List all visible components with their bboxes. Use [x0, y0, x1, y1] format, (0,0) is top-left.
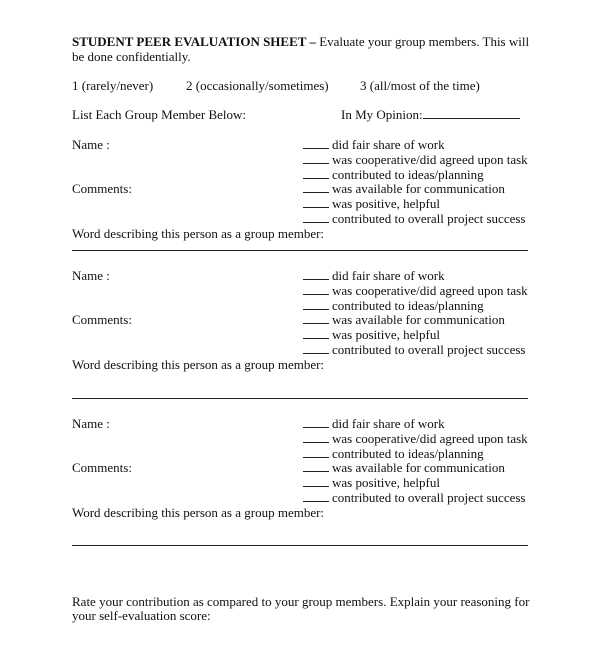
- score-blank[interactable]: [303, 476, 329, 487]
- comments-label: Comments:: [72, 312, 132, 327]
- criteria-item: [303, 283, 528, 298]
- self-eval-line2: your self-evaluation score:: [72, 608, 211, 623]
- word-label: Word describing this person as a group member:: [72, 357, 325, 372]
- criteria-label: contributed to ideas/planning: [332, 445, 484, 461]
- score-blank[interactable]: [303, 269, 329, 280]
- score-blank[interactable]: [303, 153, 329, 164]
- criteria-item: [303, 181, 505, 196]
- criteria-label: was available for communication: [332, 181, 505, 197]
- opinion-label: In My Opinion:: [341, 107, 423, 122]
- self-eval-line1: Rate your contribution as compared to your group members. Explain your reasoning for: [72, 594, 530, 609]
- score-blank[interactable]: [303, 417, 329, 428]
- criteria-item: [303, 475, 440, 490]
- criteria-item: [303, 312, 505, 327]
- criteria-label: did fair share of work: [332, 137, 445, 152]
- scale-2: 2 (occasionally/sometimes): [186, 78, 329, 93]
- score-blank[interactable]: [303, 299, 329, 310]
- criteria-label: was positive, helpful: [332, 327, 440, 343]
- score-blank[interactable]: [303, 313, 329, 324]
- score-blank[interactable]: [303, 491, 329, 502]
- name-label: Name :: [72, 416, 110, 431]
- criteria-item: [303, 298, 484, 313]
- score-blank[interactable]: [303, 447, 329, 458]
- criteria-label: was positive, helpful: [332, 196, 440, 212]
- opinion-blank[interactable]: [423, 108, 520, 119]
- criteria-label: contributed to overall project success: [332, 342, 526, 357]
- criteria-label: was cooperative/did agreed upon task: [332, 282, 528, 298]
- criteria-label: was cooperative/did agreed upon task: [332, 151, 528, 167]
- score-blank[interactable]: [303, 284, 329, 295]
- criteria-item: [303, 490, 526, 505]
- comments-label: Comments:: [72, 460, 132, 475]
- criteria-item: [303, 211, 526, 226]
- criteria-item: [303, 416, 445, 431]
- word-label: Word describing this person as a group member:: [72, 505, 325, 520]
- title-instructions: Evaluate your group members. This will: [315, 34, 530, 49]
- score-blank[interactable]: [303, 182, 329, 193]
- criteria-label: was cooperative/did agreed upon task: [332, 430, 528, 446]
- criteria-item: [303, 431, 528, 446]
- criteria-label: contributed to overall project success: [332, 211, 526, 226]
- title-bold: STUDENT PEER EVALUATION SHEET –: [72, 34, 316, 49]
- criteria-label: contributed to ideas/planning: [332, 297, 484, 313]
- score-blank[interactable]: [303, 168, 329, 179]
- word-label: Word describing this person as a group member:: [72, 226, 325, 241]
- page-title: [72, 34, 529, 49]
- criteria-item: [303, 152, 528, 167]
- score-blank[interactable]: [303, 197, 329, 208]
- comments-label: Comments:: [72, 181, 132, 196]
- name-label: Name :: [72, 137, 110, 152]
- scale-1: 1 (rarely/never): [72, 78, 154, 93]
- criteria-item: [303, 167, 484, 182]
- criteria-label: contributed to overall project success: [332, 490, 526, 505]
- criteria-item: [303, 137, 445, 152]
- criteria-item: [303, 196, 440, 211]
- opinion-field[interactable]: [341, 107, 520, 122]
- criteria-item: [303, 446, 484, 461]
- score-blank[interactable]: [303, 461, 329, 472]
- word-answer-line[interactable]: [72, 398, 528, 399]
- title-line2: be done confidentially.: [72, 49, 191, 64]
- score-blank[interactable]: [303, 432, 329, 443]
- criteria-label: was positive, helpful: [332, 475, 440, 491]
- criteria-label: contributed to ideas/planning: [332, 166, 484, 182]
- word-answer-line[interactable]: [72, 545, 528, 546]
- criteria-item: [303, 342, 526, 357]
- criteria-item: [303, 460, 505, 475]
- score-blank[interactable]: [303, 212, 329, 223]
- criteria-item: [303, 327, 440, 342]
- score-blank[interactable]: [303, 328, 329, 339]
- list-label: List Each Group Member Below:: [72, 107, 247, 122]
- score-blank[interactable]: [303, 138, 329, 149]
- word-answer-line[interactable]: [72, 250, 528, 251]
- criteria-label: did fair share of work: [332, 268, 445, 283]
- name-label: Name :: [72, 268, 110, 283]
- criteria-item: [303, 268, 445, 283]
- criteria-label: did fair share of work: [332, 416, 445, 431]
- scale-3: 3 (all/most of the time): [360, 78, 480, 93]
- criteria-label: was available for communication: [332, 312, 505, 328]
- criteria-label: was available for communication: [332, 460, 505, 476]
- score-blank[interactable]: [303, 343, 329, 354]
